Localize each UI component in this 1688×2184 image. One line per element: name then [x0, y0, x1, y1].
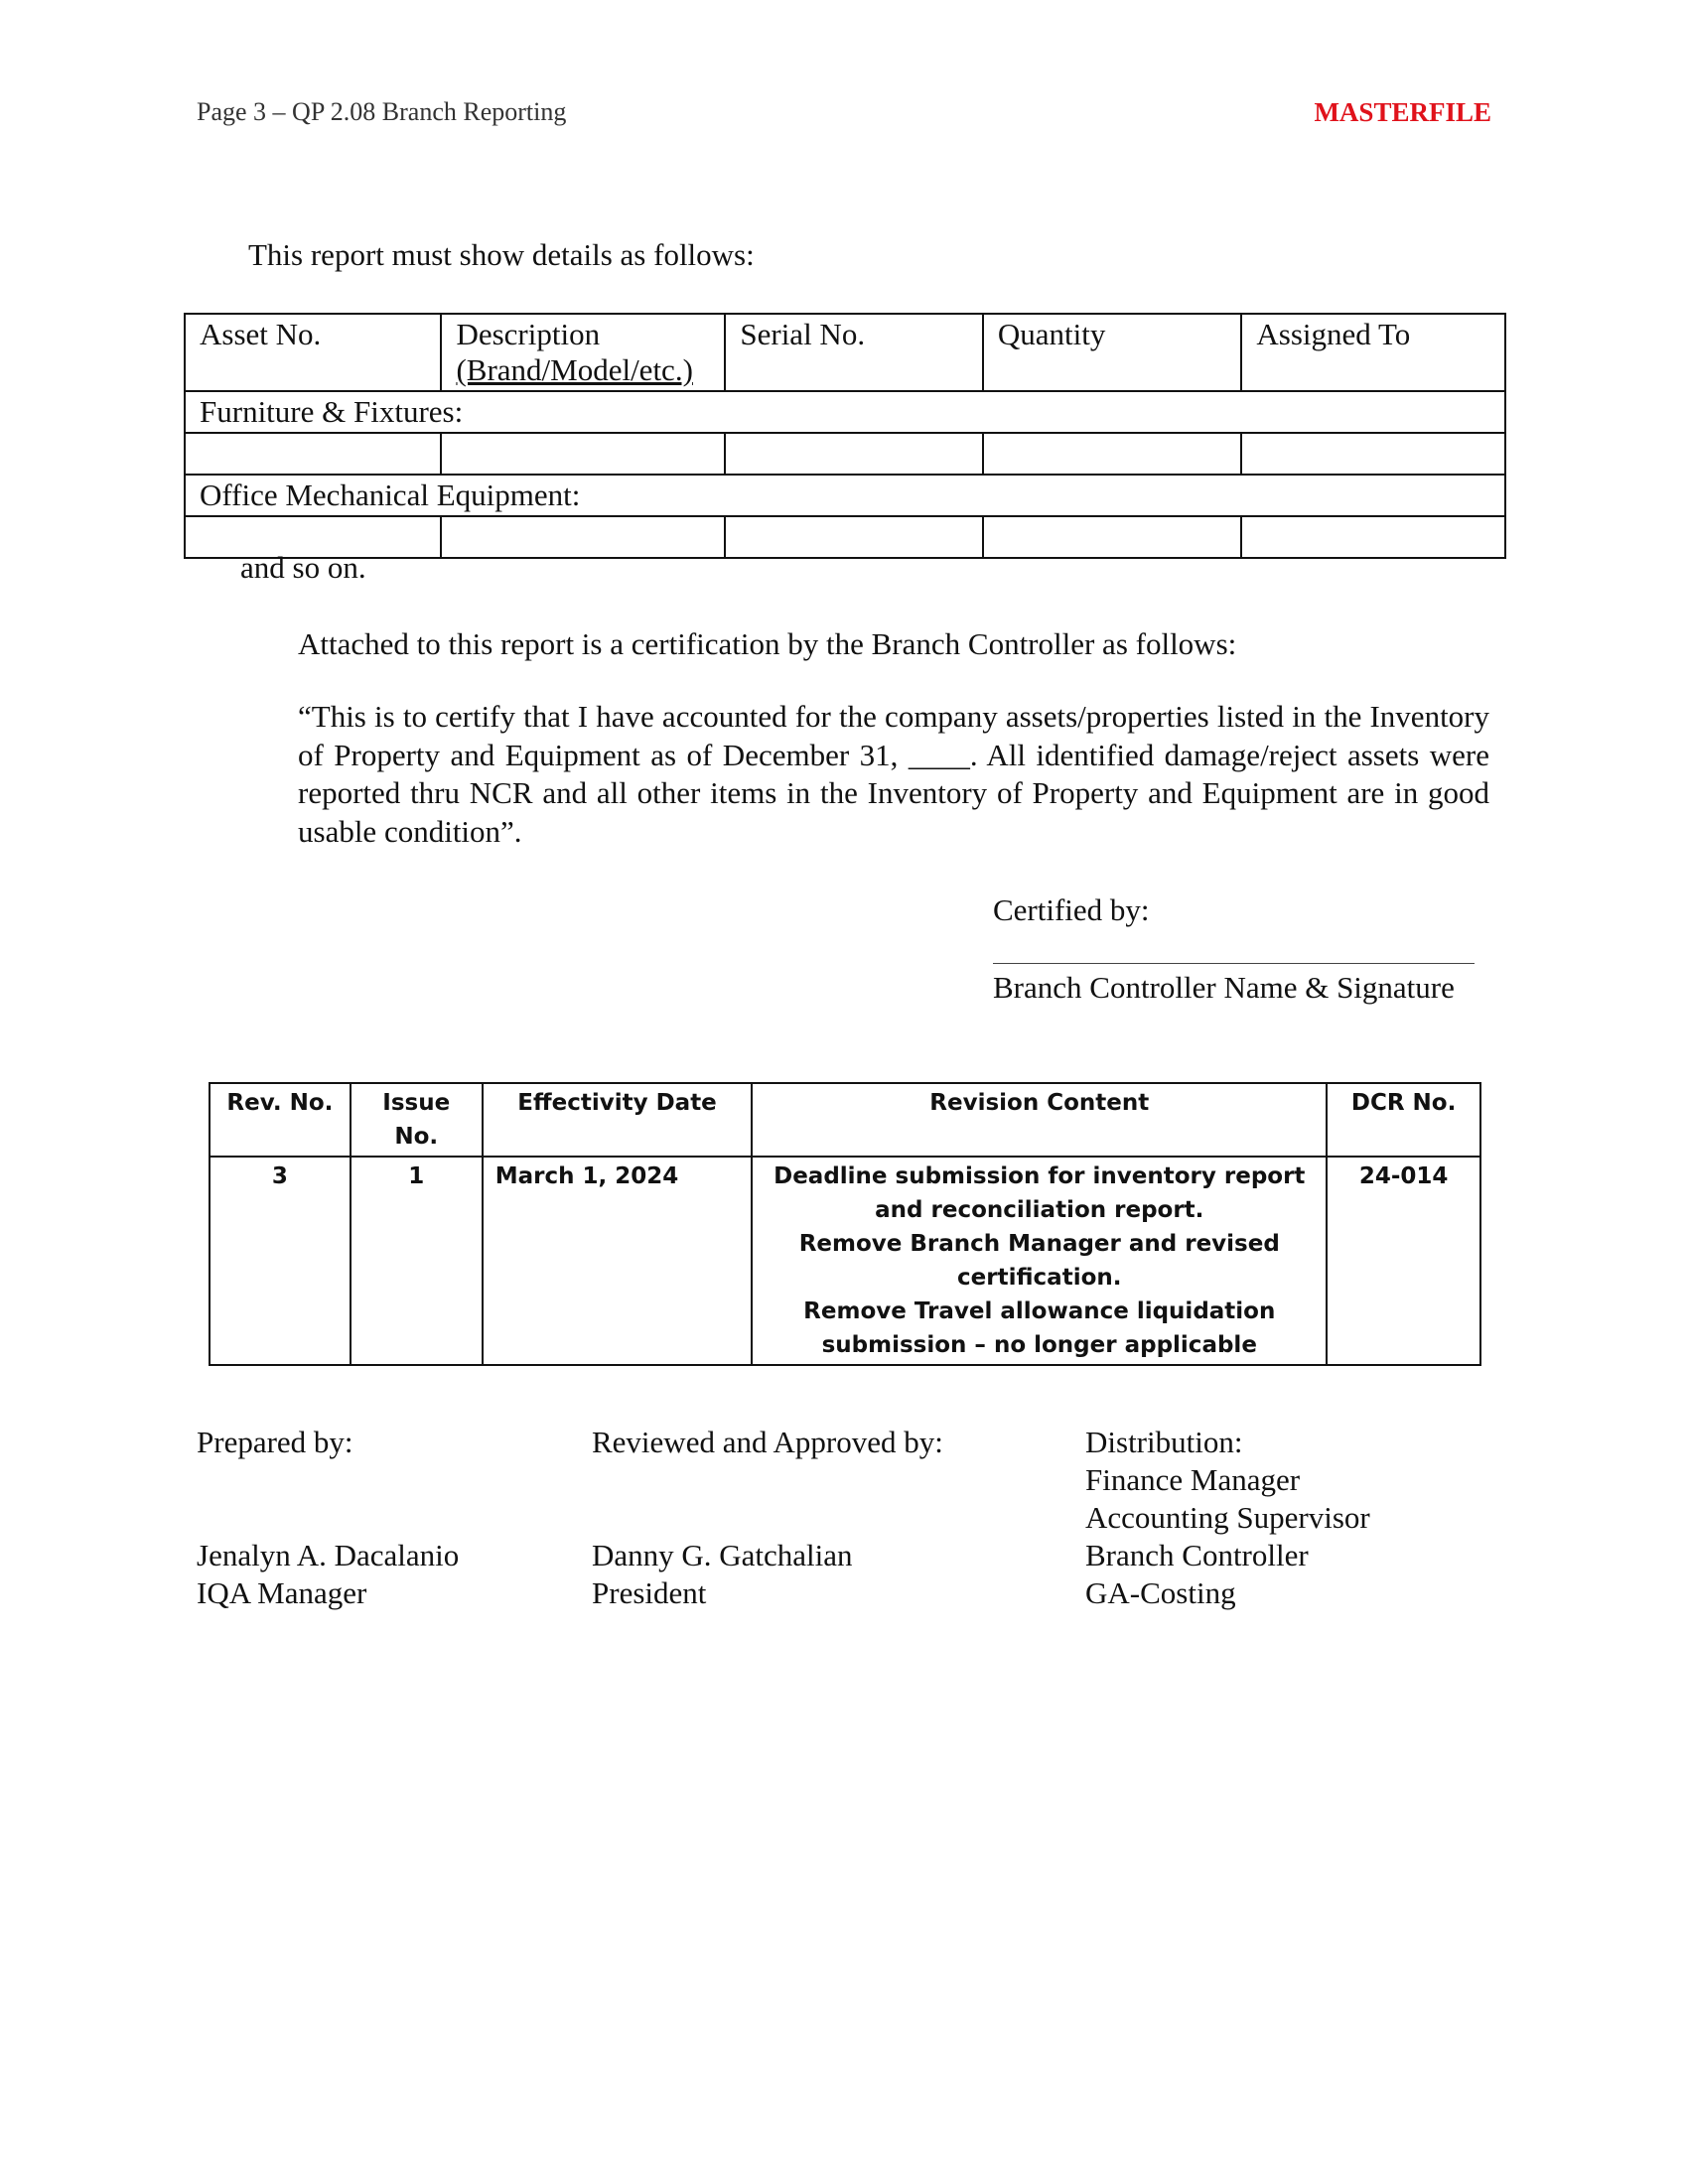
rev-no-cell: 3 [210, 1157, 351, 1365]
blank-cell [725, 516, 982, 558]
revision-content-line: Remove Travel allowance liquidation submission – no longer applicable [803, 1298, 1276, 1358]
header-quantity: Quantity [983, 314, 1242, 391]
revision-content-line: Deadline submission for inventory report and reconciliation report. [774, 1163, 1306, 1223]
preparer-name: Jenalyn A. Dacalanio [197, 1538, 460, 1572]
prepared-by-label: Prepared by: [197, 1425, 353, 1459]
category-row [185, 391, 1505, 433]
category-furniture: Furniture & Fixtures: [185, 391, 1505, 433]
distribution-label: Distribution: [1085, 1425, 1243, 1459]
rev-header-content: Revision Content [752, 1083, 1327, 1157]
blank-cell [441, 516, 725, 558]
blank-row [185, 516, 1505, 558]
revision-table [209, 1082, 1481, 1366]
certified-by-label: Certified by: [993, 892, 1150, 927]
certification-paragraph: “This is to certify that I have accounted for the company assets/properties listed in the Inventory of Property and Equipment as of December 31, ____. All identified damage/reject assets were reported thru NCR and all other items in the Inventory of Property and Equipment are in good usable condition”. [298, 699, 1489, 849]
blank-cell [441, 433, 725, 475]
approver-name: Danny G. Gatchalian [592, 1538, 853, 1572]
attached-text: Attached to this report is a certification by the Branch Controller as follows: [298, 626, 1237, 661]
approved-by-label: Reviewed and Approved by: [592, 1425, 943, 1459]
blank-cell [1241, 433, 1505, 475]
effectivity-date-cell: March 1, 2024 [483, 1157, 753, 1365]
distribution-block [1085, 1424, 1370, 1612]
rev-header-rev-no: Rev. No. [210, 1083, 351, 1157]
and-so-on-text: and so on. [240, 550, 366, 585]
category-office-equipment: Office Mechanical Equipment: [185, 475, 1505, 516]
page-reference: Page 3 – QP 2.08 Branch Reporting [197, 97, 567, 126]
header-serial-no: Serial No. [725, 314, 982, 391]
rev-header-date: Effectivity Date [483, 1083, 753, 1157]
blank-cell [725, 433, 982, 475]
distribution-item: Branch Controller [1085, 1538, 1309, 1572]
inventory-header-row [185, 314, 1505, 391]
blank-cell [1241, 516, 1505, 558]
approver-title: President [592, 1575, 707, 1610]
revision-row [210, 1157, 1480, 1365]
blank-row [185, 433, 1505, 475]
inventory-table [184, 313, 1506, 559]
blank-cell [983, 516, 1242, 558]
preparer-title: IQA Manager [197, 1575, 367, 1610]
blank-cell [185, 433, 441, 475]
header-assigned-to: Assigned To [1241, 314, 1505, 391]
intro-text: This report must show details as follows: [248, 237, 755, 272]
header-description-sub: (Brand/Model/etc.) [456, 352, 693, 387]
signature-caption: Branch Controller Name & Signature [993, 970, 1455, 1005]
signature-line [993, 963, 1475, 964]
header-description [441, 314, 725, 391]
revision-header-row [210, 1083, 1480, 1157]
dcr-no-cell: 24-014 [1327, 1157, 1480, 1365]
header-description-label: Description [456, 317, 601, 351]
issue-no-cell: 1 [351, 1157, 483, 1365]
rev-header-issue-no: Issue No. [351, 1083, 483, 1157]
category-row [185, 475, 1505, 516]
distribution-item: Finance Manager [1085, 1462, 1301, 1497]
distribution-item: GA-Costing [1085, 1575, 1236, 1610]
masterfile-stamp: MASTERFILE [1314, 97, 1491, 127]
blank-cell [983, 433, 1242, 475]
distribution-item: Accounting Supervisor [1085, 1500, 1370, 1535]
rev-header-dcr-no: DCR No. [1327, 1083, 1480, 1157]
revision-content-cell [752, 1157, 1327, 1365]
revision-content-line: Remove Branch Manager and revised certification. [798, 1231, 1280, 1291]
header-asset-no: Asset No. [185, 314, 441, 391]
